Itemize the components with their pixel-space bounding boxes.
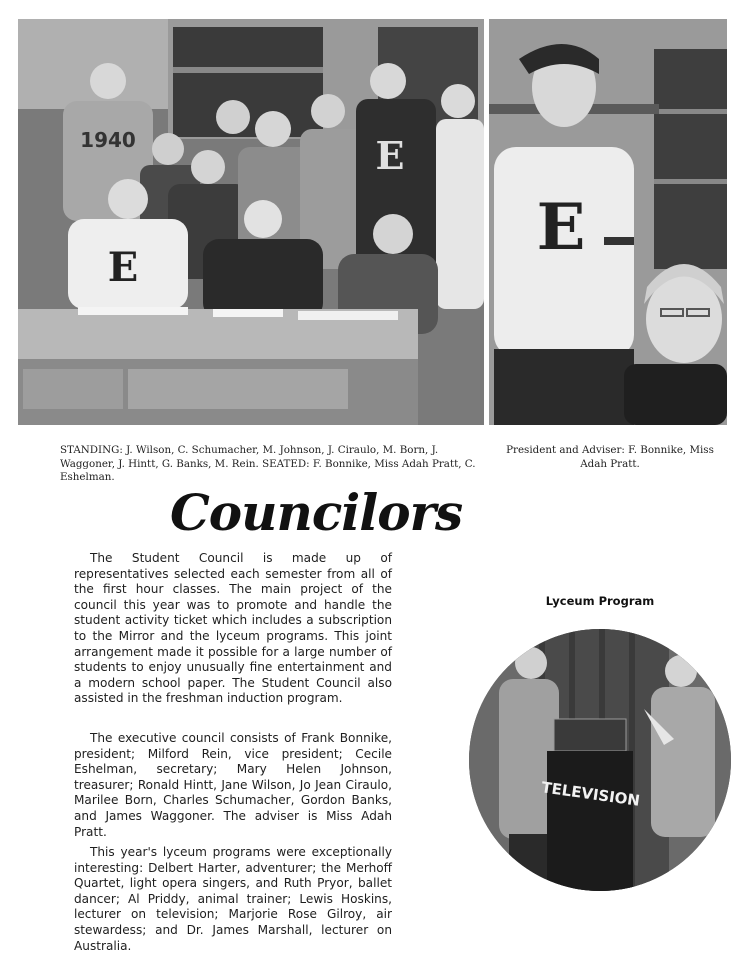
group-photo-caption: STANDING: J. Wilson, C. Schumacher, M. Johnson, J. Ciraulo, M. Born, J. Waggoner, J. Hintt, G. Banks, M. Rein. SEATED: F. Bonnike, Miss Adah Pratt, C. Eshelman. — [60, 444, 476, 484]
sweater-letter-left: E — [107, 244, 139, 291]
page-title: Councilors — [170, 483, 463, 542]
officers-photo-caption: President and Adviser: F. Bonnike, Miss Adah Pratt. — [506, 444, 714, 470]
sweater-number: 1940 — [80, 128, 136, 152]
group-photo — [18, 19, 484, 425]
body-paragraph-2: The executive council consists of Frank Bonnike, president; Milford Rein, vice president; Cecile Eshelman, secretary; Mary Helen Johnson, treasurer; Ronald Hintt, Jane Wilson, Jo Jean Ciraulo, Marilee Born, Charles Schumacher, Gordon Banks, and James Waggoner. The adviser is Miss Adah Pratt. — [74, 731, 392, 839]
officer-sweater-letter: E — [536, 190, 586, 265]
lyceum-photo — [469, 629, 731, 891]
television-label: TELEVISION — [540, 778, 642, 810]
officers-photo — [489, 19, 727, 425]
body-paragraph-1: The Student Council is made up of representatives selected each semester from all of the first hour classes. The main project of the council this year was to promote and handle the student activity ticket which includes a subscription to the Mirror and the lyceum programs. This joint arrangement made it possible for a large number of students to enjoy unusually fine entertainment and a modern school paper. The Student Council also assisted in the freshman induction program. — [74, 551, 392, 706]
body-paragraph-3: This year's lyceum programs were exceptionally interesting: Delbert Harter, adventurer; the Merhoff Quartet, light opera singers, and Ruth Pryor, ballet dancer; Al Priddy, animal trainer; Lewis Hoskins, lecturer on television; Marjorie Rose Gilroy, air stewardess; and Dr. James Marshall, lecturer on Australia. — [74, 845, 392, 953]
sweater-letter-center: E — [375, 133, 405, 178]
lyceum-title: Lyceum Program — [545, 594, 655, 608]
